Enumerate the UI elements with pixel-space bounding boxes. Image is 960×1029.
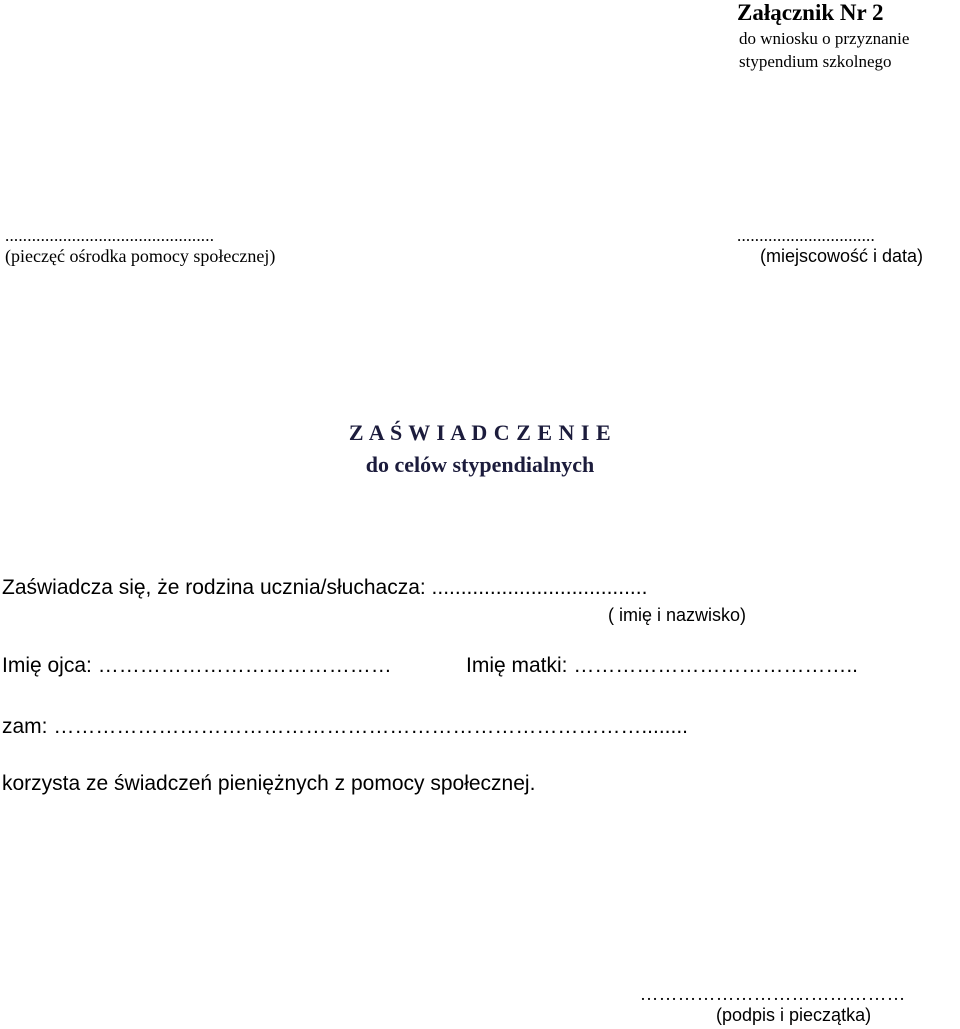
benefits-statement: korzysta ze świadczeń pieniężnych z pomocy społecznej. (2, 772, 536, 795)
signature-dotted-line: …………………………………… (640, 984, 906, 1004)
father-name-field: Imię ojca: …………………………………… (2, 654, 392, 677)
certificate-statement-line: Zaświadcza się, że rodzina ucznia/słuchacza: ..................................... (2, 576, 648, 599)
annex-title: Załącznik Nr 2 (737, 0, 884, 25)
place-date-dotted-line: ............................... (737, 226, 875, 245)
mother-name-field: Imię matki: ………………………………….. (466, 654, 859, 677)
name-field-hint: ( imię i nazwisko) (608, 605, 747, 625)
signature-label: (podpis i pieczątka) (716, 1005, 872, 1025)
place-date-label: (miejscowość i data) (760, 246, 924, 266)
document-subtitle: do celów stypendialnych (365, 452, 595, 477)
address-field: zam: …………………………………………………………………………........ (2, 715, 689, 738)
stamp-dotted-line: ............................................... (5, 226, 215, 245)
annex-subtitle-line-1: do wniosku o przyznanie (739, 29, 910, 48)
document-title: Z A Ś W I A D C Z E N I E (348, 420, 612, 445)
annex-subtitle-line-2: stypendium szkolnego (739, 52, 892, 71)
stamp-label: (pieczęć ośrodka pomocy społecznej) (5, 246, 276, 266)
